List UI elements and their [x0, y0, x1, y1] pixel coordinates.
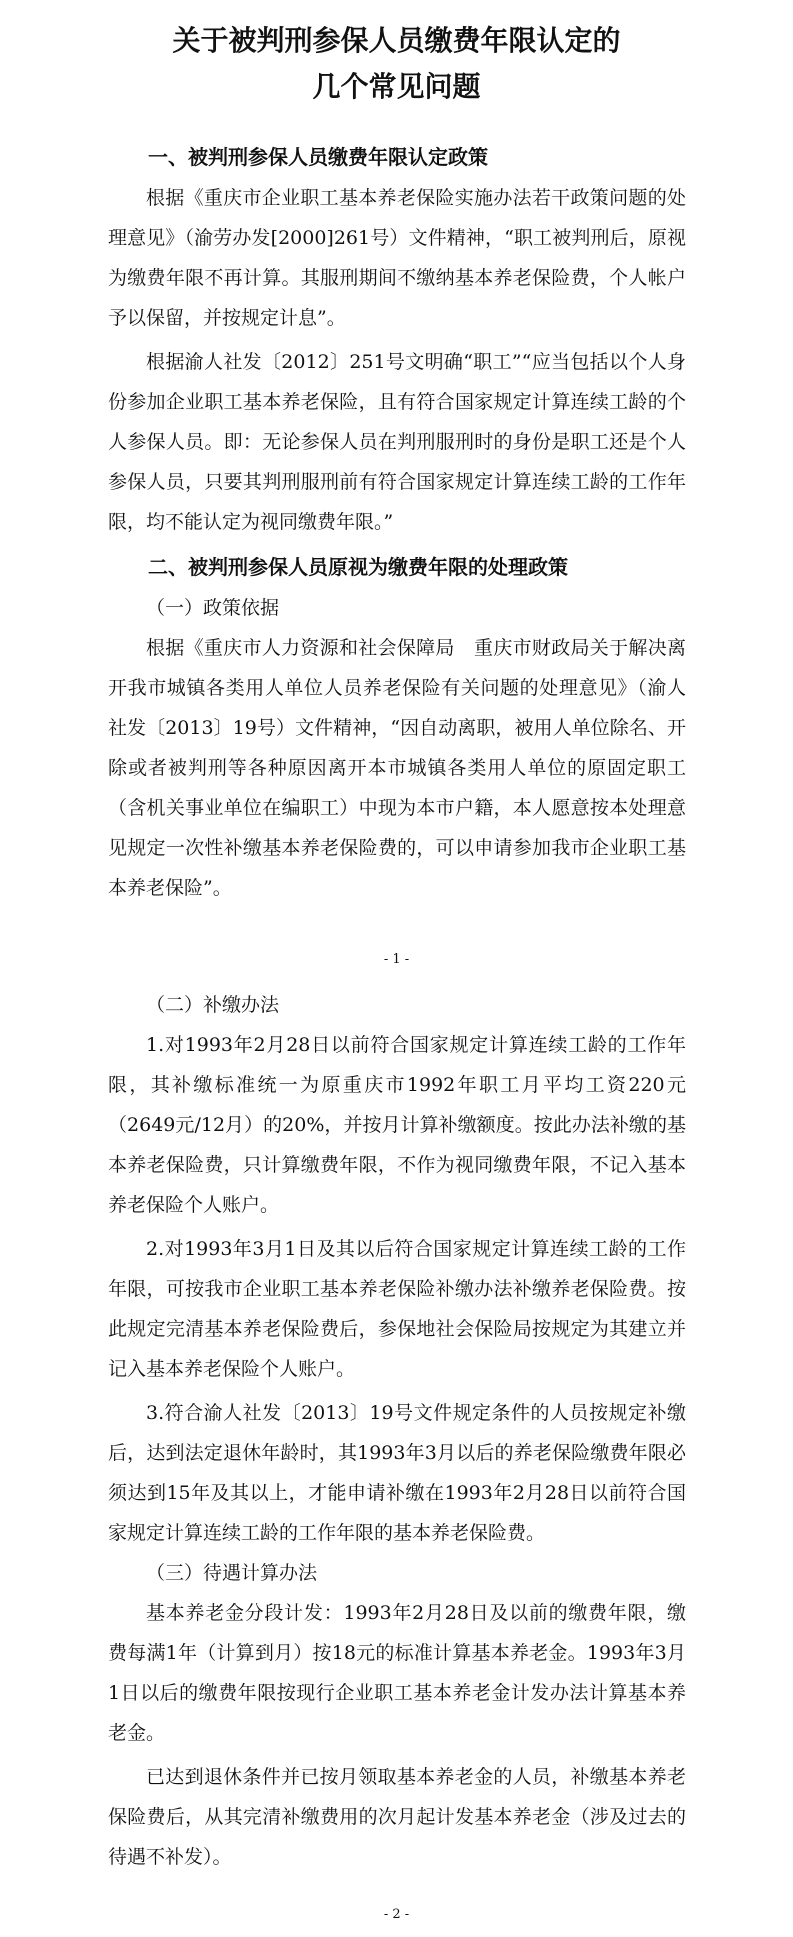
document-page-2	[0, 985, 793, 1937]
paragraph-5: 已达到退休条件并已按月领取基本养老金的人员，补缴基本养老保险费后，从其完清补缴费用的次月起计发基本养老金（涉及过去的待遇不补发）。	[108, 1766, 686, 1868]
paragraph-4: 基本养老金分段计发：1993年2月28日及以前的缴费年限，缴费每满1年（计算到月）按18元的标准计算基本养老金。1993年3月1日以后的缴费年限按现行企业职工基本养老金计发办法计算基本养老金。	[108, 1602, 686, 1744]
page-number-2: - 2 -	[383, 1907, 410, 1922]
paragraph-3: 根据《重庆市人力资源和社会保障局 重庆市财政局关于解决离开我市城镇各类用人单位人员养老保险有关问题的处理意见》（渝人社发〔2013〕19号）文件精神，“因自动离职，被用人单位除名、开除或者被判刑等各种原因离开本市城镇各类用人单位的原固定职工（含机关事业单位在编职工）中现为本市户籍，本人愿意按本处理意见规定一次性补缴基本养老保险费的，可以申请参加我市企业职工基本养老保险”。	[108, 637, 686, 899]
title-line-1: 关于被判刑参保人员缴费年限认定的	[172, 24, 621, 57]
list-item-3: 3.符合渝人社发〔2013〕19号文件规定条件的人员按规定补缴后，达到法定退休年龄时，其1993年3月以后的养老保险缴费年限必须达到15年及其以上，才能申请补缴在1993年2月28日以前符合国家规定计算连续工龄的工作年限的基本养老保险费。	[108, 1402, 686, 1544]
document-title	[0, 18, 793, 110]
page-number-1: - 1 -	[383, 952, 410, 967]
subsection-heading-3: （三）待遇计算办法	[146, 1562, 318, 1584]
title-line-2: 几个常见问题	[312, 70, 481, 103]
page-2-body	[108, 985, 686, 1877]
paragraph-2: 根据渝人社发〔2012〕251号文明确“职工”“应当包括以个人身份参加企业职工基本养老保险，且有符合国家规定计算连续工龄的个人参保人员。即：无论参保人员在判刑服刑时的身份是职工还是个人参保人员，只要其判刑服刑前有符合国家规定计算连续工龄的工作年限，均不能认定为视同缴费年限。”	[108, 351, 686, 533]
section-heading-1: 一、被判刑参保人员缴费年限认定政策	[148, 145, 488, 169]
list-item-2: 2.对1993年3月1日及其以后符合国家规定计算连续工龄的工作年限，可按我市企业职工基本养老保险补缴办法补缴养老保险费。按此规定完清基本养老保险费后，参保地社会保险局按规定为其建立并记入基本养老保险个人账户。	[108, 1238, 686, 1380]
section-heading-2: 二、被判刑参保人员原视为缴费年限的处理政策	[148, 555, 568, 579]
page-1-body	[108, 136, 686, 908]
paragraph-1: 根据《重庆市企业职工基本养老保险实施办法若干政策问题的处理意见》（渝劳办发[2000]261号）文件精神，“职工被判刑后，原视为缴费年限不再计算。其服刑期间不缴纳基本养老保险费，个人帐户予以保留，并按规定计息”。	[108, 187, 686, 329]
subsection-heading-2: （二）补缴办法	[146, 994, 280, 1016]
subsection-heading-1: （一）政策依据	[146, 597, 280, 619]
list-item-1: 1.对1993年2月28日以前符合国家规定计算连续工龄的工作年限，其补缴标准统一为原重庆市1992年职工月平均工资220元（2649元/12月）的20%，并按月计算补缴额度。按此办法补缴的基本养老保险费，只计算缴费年限，不作为视同缴费年限，不记入基本养老保险个人账户。	[108, 1034, 686, 1216]
